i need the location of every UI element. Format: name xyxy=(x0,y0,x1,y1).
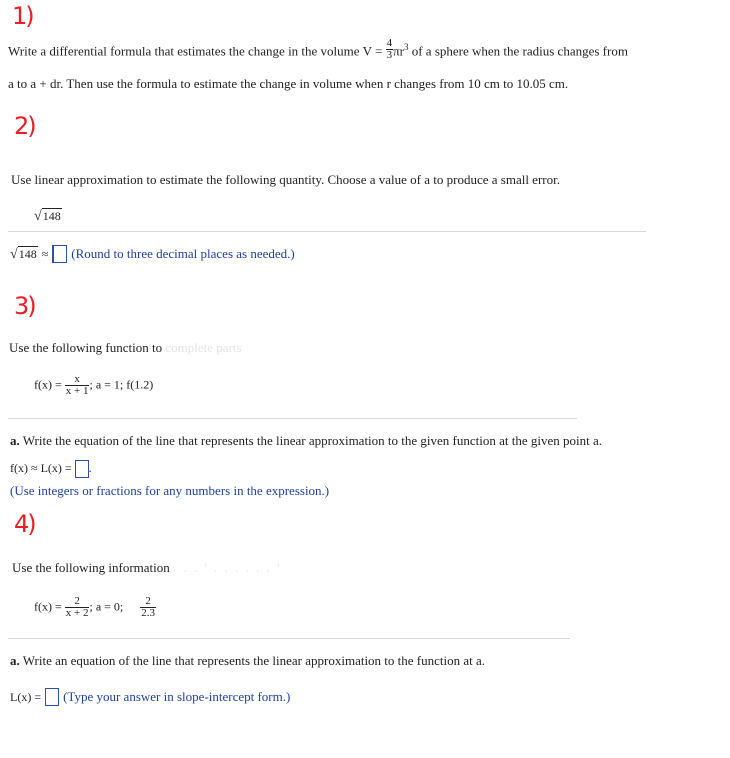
answer-input-sqrt[interactable] xyxy=(52,245,67,263)
answer-lhs: f(x) ≈ L(x) = xyxy=(10,460,72,475)
function-lhs: f(x) = xyxy=(34,377,62,392)
question-4-function xyxy=(34,596,156,619)
divider xyxy=(8,638,570,639)
question-3-function xyxy=(34,374,153,397)
part-a-text: Write an equation of the line that represents the linear approximation to the function at a. xyxy=(22,653,486,668)
radical-sign-icon: √ xyxy=(10,247,18,262)
question-4-part-a xyxy=(10,653,485,669)
function-numerator: 2 xyxy=(74,595,80,607)
part-a-text: Write the equation of the line that represents the linear approximation to the given function at the given point a. xyxy=(22,433,603,448)
answer-period: . xyxy=(88,460,92,475)
answer-input-linear-approx[interactable] xyxy=(75,460,89,478)
divider xyxy=(8,418,577,419)
question-1-line-2: a to a + dr. Then use the formula to estimate the change in volume when r changes from 10 cm to 10.05 cm. xyxy=(8,76,569,91)
function-fraction xyxy=(65,596,90,619)
part-a-label: a. xyxy=(10,433,20,448)
volume-fraction xyxy=(386,38,394,61)
divider xyxy=(8,231,646,232)
second-fraction-numerator: 2 xyxy=(145,595,151,607)
question-1-text-after: of a sphere when the radius changes from xyxy=(411,43,628,59)
question-4-number: 4) xyxy=(14,510,35,538)
approx-symbol: ≈ xyxy=(41,247,49,261)
question-1-number: 1) xyxy=(12,2,33,30)
question-3-part-a xyxy=(10,433,602,449)
answer-input-line[interactable] xyxy=(45,688,59,706)
answer-radicand: 148 xyxy=(18,247,37,261)
question-4-hint: (Type your answer in slope-intercept form.) xyxy=(63,689,291,704)
question-3-instruction-text: Use the following function to xyxy=(9,340,163,355)
question-2-quantity xyxy=(34,207,62,225)
function-denominator: x + 2 xyxy=(65,607,89,619)
volume-fraction-numerator: 4 xyxy=(386,36,393,49)
question-3-answer-row xyxy=(10,460,92,478)
second-fraction-denominator: 2.3 xyxy=(141,607,155,619)
question-2-number: 2) xyxy=(14,112,35,140)
function-mid: ; a = 0; xyxy=(89,599,124,614)
question-3-hint: (Use integers or fractions for any numbers in the expression.) xyxy=(10,483,330,498)
question-2-answer-row xyxy=(10,245,295,263)
square-root-expression xyxy=(34,209,62,225)
volume-fraction-denominator: 3 xyxy=(386,48,393,61)
answer-square-root xyxy=(10,247,38,263)
question-4-instruction-text: Use the following information xyxy=(12,560,170,575)
question-1-line-1 xyxy=(8,36,628,61)
question-2-hint: (Round to three decimal places as needed.) xyxy=(71,246,295,261)
function-denominator: x + 1 xyxy=(65,385,89,397)
question-2-instruction: Use linear approximation to estimate the following quantity. Choose a value of a to produce a small error. xyxy=(11,172,560,187)
part-a-label: a. xyxy=(10,653,20,668)
volume-formula-tail: πr xyxy=(393,43,404,59)
question-4-instruction-faded: . . . ' . . . . . . ' xyxy=(173,560,282,575)
function-numerator: x xyxy=(74,373,80,385)
second-fraction xyxy=(140,596,156,619)
volume-exponent: 3 xyxy=(403,42,409,52)
question-3-number: 3) xyxy=(14,292,35,320)
question-1-text-before: Write a differential formula that estimates the change in the volume V = xyxy=(8,43,383,59)
radicand: 148 xyxy=(42,209,61,223)
answer-lhs: L(x) = xyxy=(10,690,42,704)
question-3-instruction xyxy=(9,340,242,356)
function-fraction xyxy=(65,374,90,397)
question-3-instruction-faded: complete parts xyxy=(165,340,242,355)
question-4-answer-row xyxy=(10,688,290,706)
radical-sign-icon: √ xyxy=(34,209,42,224)
function-lhs: f(x) = xyxy=(34,599,62,614)
function-rest: ; a = 1; f(1.2) xyxy=(89,377,154,392)
question-4-instruction xyxy=(12,560,281,576)
